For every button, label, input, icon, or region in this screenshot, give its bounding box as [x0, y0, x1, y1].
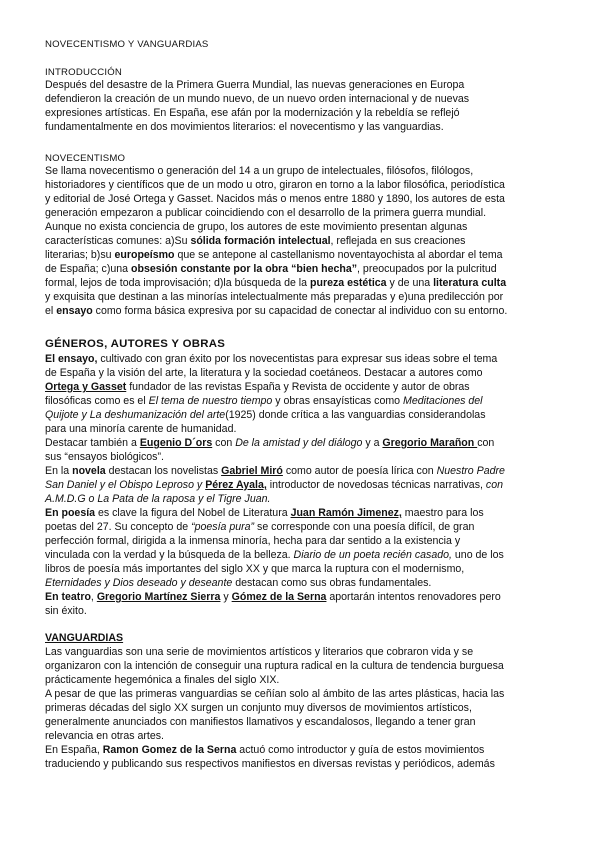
bold-term: En poesía — [45, 507, 96, 519]
poesia-line — [45, 521, 474, 534]
text: y de una — [386, 277, 434, 289]
text: destacan los novelistas — [105, 465, 222, 477]
teatro-line — [45, 591, 501, 604]
poesia-line: libros de poesía más importantes del siglo XX y que marca la ruptura con el modernismo, — [45, 563, 465, 575]
text: maestro para los — [401, 507, 484, 519]
poesia-line — [45, 549, 504, 562]
text: , — [90, 591, 97, 603]
text: (1925) donde crítica a las vanguardias considerandolas — [225, 409, 486, 421]
text: introductor de novedosas técnicas narrativas, — [266, 479, 486, 491]
text: cultivado con gran éxito por los novecentistas para expresar sus ideas sobre el tema — [97, 353, 498, 365]
text: con — [485, 479, 503, 491]
bold-term: literatura culta — [433, 277, 507, 289]
text: , reflejada en sus creaciones — [330, 235, 466, 247]
bold-term: En teatro — [45, 591, 91, 603]
author-name: Gómez de la Serna — [231, 591, 327, 603]
text: con — [212, 437, 236, 449]
text: , preocupados por la pulcritud — [357, 263, 497, 275]
text: fundador de las revistas España y Revista de occidente y autor de obras — [126, 381, 470, 393]
ensayo-line — [45, 409, 486, 422]
ensayo-line: para una minoría carente de humanidad. — [45, 423, 237, 435]
nov-line — [45, 305, 507, 318]
work-title: Nuestro Padre — [436, 465, 505, 477]
text: como autor de poesía lírica con — [282, 465, 437, 477]
text: uno de los — [451, 549, 504, 561]
vanguardias-line: generalmente anunciados con manifiestos llamativos y escandalosos, llegando a tener gran — [45, 716, 476, 728]
text: En España, — [45, 744, 103, 756]
author-name: Gregorio Marañon — [382, 437, 478, 449]
text: filosóficas como es el — [45, 395, 149, 407]
text: y a — [362, 437, 383, 449]
ensayo-line — [45, 353, 497, 366]
author-name: Ortega y Gasset — [45, 381, 127, 393]
intro-line: expresiones artísticas. En España, ese afán por la modernización y la rebeldía se reflejó — [45, 107, 460, 119]
novela-line — [45, 465, 505, 478]
poesia-line — [45, 507, 484, 520]
bold-term: obsesión constante por la obra “bien hecha” — [131, 263, 358, 275]
nov-line: Se llama novecentismo o generación del 14 a un grupo de intelectuales, filósofos, filólogos, — [45, 165, 474, 177]
vanguardias-line: prácticamente hegemónica a finales del siglo XIX. — [45, 674, 280, 686]
text: como forma básica expresiva por su capacidad de conectar al individuo con su entorno. — [92, 305, 508, 317]
novecentismo-heading: NOVECENTISMO — [45, 153, 126, 164]
work-title: Quijote y La deshumanización del arte — [45, 409, 226, 421]
poesia-line: perfección formal, dirigida a la inmensa minoría, hecha para dar sentido a la existencia y — [45, 535, 461, 547]
text: En la — [45, 465, 73, 477]
nov-line: historiadores y científicos que de un modo u otro, giraron en torno a la labor filosófica, periodística — [45, 179, 505, 191]
vanguardias-line: traduciendo y publicando sus respectivos manifiestos en diversas revistas y periódicos, además — [45, 758, 495, 770]
intro-line: Después del desastre de la Primera Guerra Mundial, las nuevas generaciones en Europa — [45, 79, 465, 91]
bold-term: El ensayo, — [45, 353, 98, 365]
vanguardias-line: A pesar de que las primeras vanguardias se ceñían solo al ámbito de las artes plásticas, hacia las — [45, 688, 505, 700]
text: destacan como sus obras fundamentales. — [232, 577, 432, 589]
intro-line: fundamentalmente en dos movimientos literarios: el novecentismo y las vanguardias. — [45, 121, 444, 133]
work-title: Meditaciones del — [403, 395, 483, 407]
work-title: Eternidades y Dios deseado y deseante — [45, 577, 233, 589]
text: que se antepone al castellanismo noventayochista al abordar el tema — [174, 249, 503, 261]
author-name: Gabriel Miró — [221, 465, 283, 477]
poesia-line — [45, 577, 431, 590]
bold-term: Ramon Gomez de la Serna — [102, 744, 237, 756]
bold-term: novela — [72, 465, 106, 477]
nov-line: y editorial de José Ortega y Gasset. Nacidos más o menos entre 1880 y 1890, los autores de esta — [45, 193, 505, 205]
vanguardias-line: primeras décadas del siglo XX surgen un conjunto muy diversos de movimientos artísticos, — [45, 702, 472, 714]
text: el — [45, 305, 57, 317]
text: es clave la figura del Nobel de Literatura — [95, 507, 291, 519]
author-name: Eugenio D´ors — [139, 437, 213, 449]
text: características comunes: a)Su — [45, 235, 191, 247]
text: y — [220, 591, 232, 603]
text: con — [477, 437, 495, 449]
author-name: Juan Ramón Jimenez, — [290, 507, 402, 519]
work-title: De la amistad y del diálogo — [235, 437, 363, 449]
ensayo-line: de España y la visión del arte, la literatura y la sociedad coetáneos. Destacar a autores como — [45, 367, 483, 379]
text: Destacar también a — [45, 437, 140, 449]
ensayo-line: sus “ensayos biológicos”. — [45, 451, 164, 463]
author-name: Pérez Ayala, — [205, 479, 267, 491]
nov-line: y exquisita que destinan a las minorías intelectualmente más preparadas y e)una predilección por — [45, 291, 504, 303]
work-title: San Daniel y el Obispo Leproso y — [45, 479, 206, 491]
generos-heading: GÉNEROS, AUTORES Y OBRAS — [45, 338, 226, 350]
novela-line — [45, 493, 270, 506]
teatro-line: sin éxito. — [45, 605, 87, 617]
nov-line — [45, 263, 497, 276]
work-title: El tema de nuestro tiempo — [148, 395, 273, 407]
ensayo-line — [45, 395, 483, 408]
text: poetas del 27. Su concepto de — [45, 521, 192, 533]
text: vinculada con la verdad y la búsqueda de la belleza. — [45, 549, 294, 561]
vanguardias-line: Las vanguardias son una serie de movimientos artísticos y literarios que cobraron vida y se — [45, 646, 474, 658]
novela-line — [45, 479, 503, 492]
nov-line: generación empezaron a publicar coincidiendo con el desarrollo de la primera guerra mundial. — [45, 207, 487, 219]
text: se corresponde con una poesía difícil, de gran — [254, 521, 475, 533]
document-title: NOVECENTISMO Y VANGUARDIAS — [45, 39, 209, 50]
text: literarias; b)su — [45, 249, 115, 261]
heading-text: VANGUARDIAS — [45, 632, 124, 644]
ensayo-line — [45, 381, 470, 394]
nov-line — [45, 249, 503, 262]
text: de España; c)una — [45, 263, 131, 275]
bold-term: pureza estética — [310, 277, 387, 289]
nov-line: Aunque no exista conciencia de grupo, los autores de este movimiento presentan algunas — [45, 221, 468, 233]
term: “poesía pura” — [191, 521, 255, 533]
vanguardias-line: organizaron con la intención de conseguir una ruptura radical en la cultura de tendencia burguesa — [45, 660, 504, 672]
vanguardias-line: relevancia en otras artes. — [45, 730, 164, 742]
ensayo-line — [45, 437, 494, 450]
text: y obras ensayísticas como — [272, 395, 404, 407]
work-title: A.M.D.G o La Pata de la raposa y el Tigre Juan. — [45, 493, 271, 505]
bold-term: europeísmo — [114, 249, 175, 261]
text: aportarán intentos renovadores pero — [326, 591, 501, 603]
vanguardias-heading — [45, 632, 123, 645]
bold-term: sólida formación intelectual — [190, 235, 331, 247]
author-name: Gregorio Martínez Sierra — [96, 591, 221, 603]
nov-line — [45, 235, 465, 248]
nov-line — [45, 277, 506, 290]
text: formal, lejos de toda improvisación; d)la búsqueda de la — [45, 277, 310, 289]
work-title: Diario de un poeta recién casado, — [293, 549, 452, 561]
vanguardias-line — [45, 744, 484, 757]
intro-line: defendieron la creación de un mundo nuevo, de un nuevo orden internacional y de nuevas — [45, 93, 470, 105]
intro-heading: INTRODUCCIÓN — [45, 67, 123, 78]
text: actuó como introductor y guía de estos movimientos — [236, 744, 485, 756]
bold-term: ensayo — [56, 305, 93, 317]
